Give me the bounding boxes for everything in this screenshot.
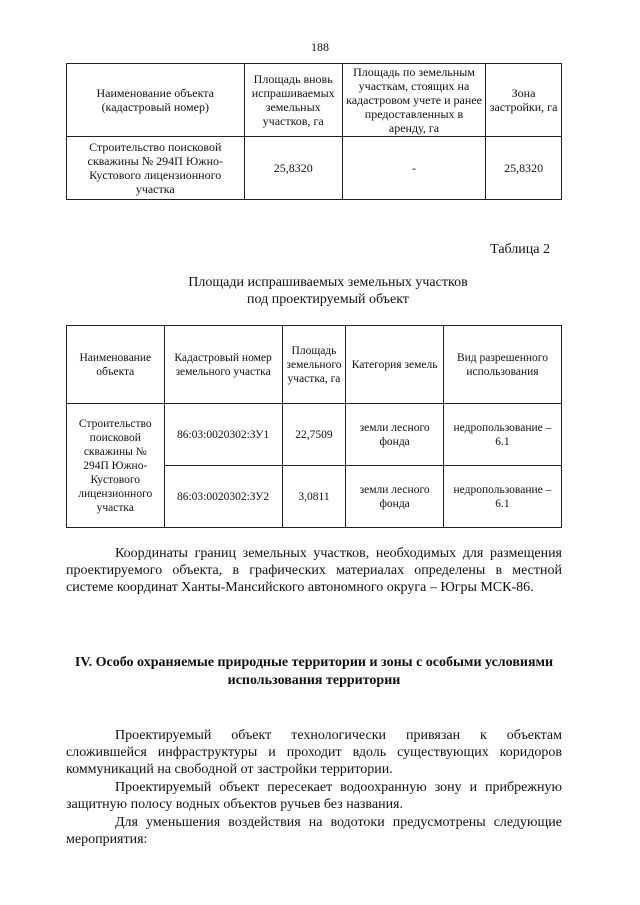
section-heading: IV. Особо охраняемые природные территории и зоны с особыми условиями использования территории bbox=[74, 655, 554, 688]
table-2-header-category: Категория земель bbox=[346, 326, 444, 404]
table-1-header-object: Наименование объекта (кадастровый номер) bbox=[67, 64, 245, 137]
table-1-row bbox=[67, 137, 562, 200]
land-category: земли лесного фонда bbox=[346, 404, 444, 466]
table-1-header-row bbox=[67, 64, 562, 137]
table-2-header-use: Вид разрешенного использования bbox=[443, 326, 561, 404]
table-1 bbox=[66, 63, 562, 200]
page-number: 188 bbox=[311, 40, 329, 54]
table-2-title bbox=[0, 274, 640, 308]
paragraph-water-zone: Проектируемый объект пересекает водоохранную зону и прибрежную защитную полосу водных объектов ручьев без названия. bbox=[66, 780, 562, 812]
table-1-zone: 25,8320 bbox=[486, 137, 562, 200]
table-1-new-area: 25,8320 bbox=[244, 137, 342, 200]
table-1-header-new-area: Площадь вновь испрашиваемых земельных участков, га bbox=[244, 64, 342, 137]
plot-area: 22,7509 bbox=[282, 404, 346, 466]
table-2 bbox=[66, 325, 562, 528]
permitted-use: недропользование – 6.1 bbox=[443, 404, 561, 466]
table-1-leased-area: - bbox=[342, 137, 485, 200]
table-2-caption: Таблица 2 bbox=[490, 242, 550, 257]
coordinates-paragraph: Координаты границ земельных участков, необходимых для размещения проектируемого объекта, в графических материалах определены в местной системе координат Ханты-Мансийского автономного округа – Югры МСК-86. bbox=[66, 546, 562, 595]
table-2-title-line-1: Площади испрашиваемых земельных участков bbox=[188, 275, 468, 290]
cadastral-number: 86:03:0020302:ЗУ1 bbox=[164, 404, 282, 466]
plot-area: 3,0811 bbox=[282, 466, 346, 528]
permitted-use: недропользование – 6.1 bbox=[443, 466, 561, 528]
table-2-header-area: Площадь земельного участка, га bbox=[282, 326, 346, 404]
paragraph-infrastructure: Проектируемый объект технологически привязан к объектам сложившейся инфраструктуры и проходит вдоль существующих коридоров коммуникаций на свободной от застройки территории. bbox=[66, 728, 562, 777]
table-2-title-line-2: под проектируемый объект bbox=[247, 292, 409, 307]
table-2-header-row bbox=[67, 326, 562, 404]
table-2-object-name: Строительство поисковой скважины № 294П Южно-Кустового лицензионного участка bbox=[67, 404, 165, 528]
table-2-header-cadastral: Кадастровый номер земельного участка bbox=[164, 326, 282, 404]
land-category: земли лесного фонда bbox=[346, 466, 444, 528]
table-1-header-leased-area: Площадь по земельным участкам, стоящих на кадастровом учете и ранее предоставленных в аренду, га bbox=[342, 64, 485, 137]
paragraph-measures: Для уменьшения воздействия на водотоки предусмотрены следующие мероприятия: bbox=[66, 815, 562, 847]
table-1-object-name: Строительство поисковой скважины № 294П Южно-Кустового лицензионного участка bbox=[67, 137, 245, 200]
table-2-header-object: Наименование объекта bbox=[67, 326, 165, 404]
cadastral-number: 86:03:0020302:ЗУ2 bbox=[164, 466, 282, 528]
table-row bbox=[67, 404, 562, 466]
table-1-header-zone: Зона застройки, га bbox=[486, 64, 562, 137]
